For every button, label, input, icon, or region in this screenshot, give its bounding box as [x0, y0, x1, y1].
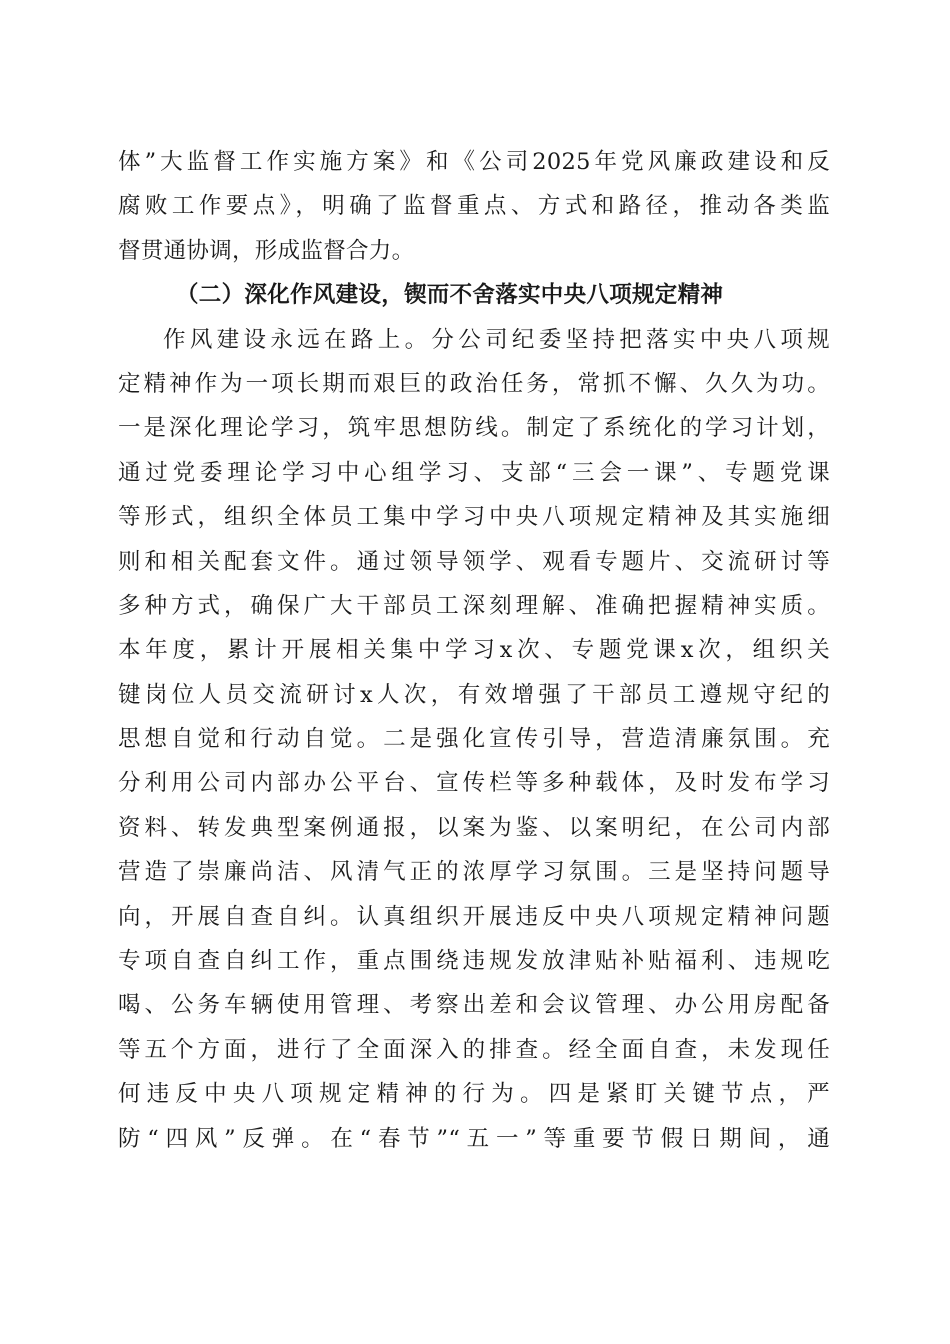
text-line: 喝、公务车辆使用管理、考察出差和会议管理、办公用房配备 [118, 992, 830, 1019]
text-line: 向，开展自查自纠。认真组织开展违反中央八项规定精神问题 [118, 903, 830, 930]
text-line: 则和相关配套文件。通过领导领学、观看专题片、交流研讨等 [118, 548, 830, 575]
text-line: 分利用公司内部办公平台、宣传栏等多种载体，及时发布学习 [118, 770, 830, 797]
text-line: 专项自查自纠工作，重点围绕违规发放津贴补贴福利、违规吃 [118, 948, 830, 975]
text-line: 腐败工作要点》，明确了监督重点、方式和路径，推动各类监 [118, 193, 830, 220]
text-line: 键岗位人员交流研讨x人次，有效增强了干部员工遵规守纪的 [118, 681, 830, 708]
text-line: 营造了崇廉尚洁、风清气正的浓厚学习氛围。三是坚持问题导 [118, 859, 830, 886]
text-line: 一是深化理论学习，筑牢思想防线。制定了系统化的学习计划， [118, 415, 830, 442]
text-line: 等形式，组织全体员工集中学习中央八项规定精神及其实施细 [118, 504, 830, 531]
section-heading: （二）深化作风建设，锲而不舍落实中央八项规定精神 [176, 282, 724, 309]
body-text [118, 140, 830, 1161]
text-line: 督贯通协调，形成监督合力。 [118, 237, 415, 264]
text-line: 思想自觉和行动自觉。二是强化宣传引导，营造清廉氛围。充 [118, 726, 830, 753]
text-line: 防“四风”反弹。在“春节”“五一”等重要节假日期间，通 [118, 1125, 830, 1152]
text-line: 本年度，累计开展相关集中学习x次、专题党课x次，组织关 [118, 637, 830, 664]
text-line: 体”大监督工作实施方案》和《公司2025年党风廉政建设和反 [118, 149, 830, 175]
text-line: 资料、转发典型案例通报，以案为鉴、以案明纪，在公司内部 [118, 814, 830, 841]
text-line: 多种方式，确保广大干部员工深刻理解、准确把握精神实质。 [118, 592, 830, 619]
text-line: 通过党委理论学习中心组学习、支部“三会一课”、专题党课 [118, 459, 830, 486]
text-line: 定精神作为一项长期而艰巨的政治任务，常抓不懈、久久为功。 [118, 370, 830, 397]
text-line: 作风建设永远在路上。分公司纪委坚持把落实中央八项规 [163, 326, 830, 353]
text-line: 何违反中央八项规定精神的行为。四是紧盯关键节点，严 [118, 1081, 830, 1108]
text-line: 等五个方面，进行了全面深入的排查。经全面自查，未发现任 [118, 1036, 830, 1063]
